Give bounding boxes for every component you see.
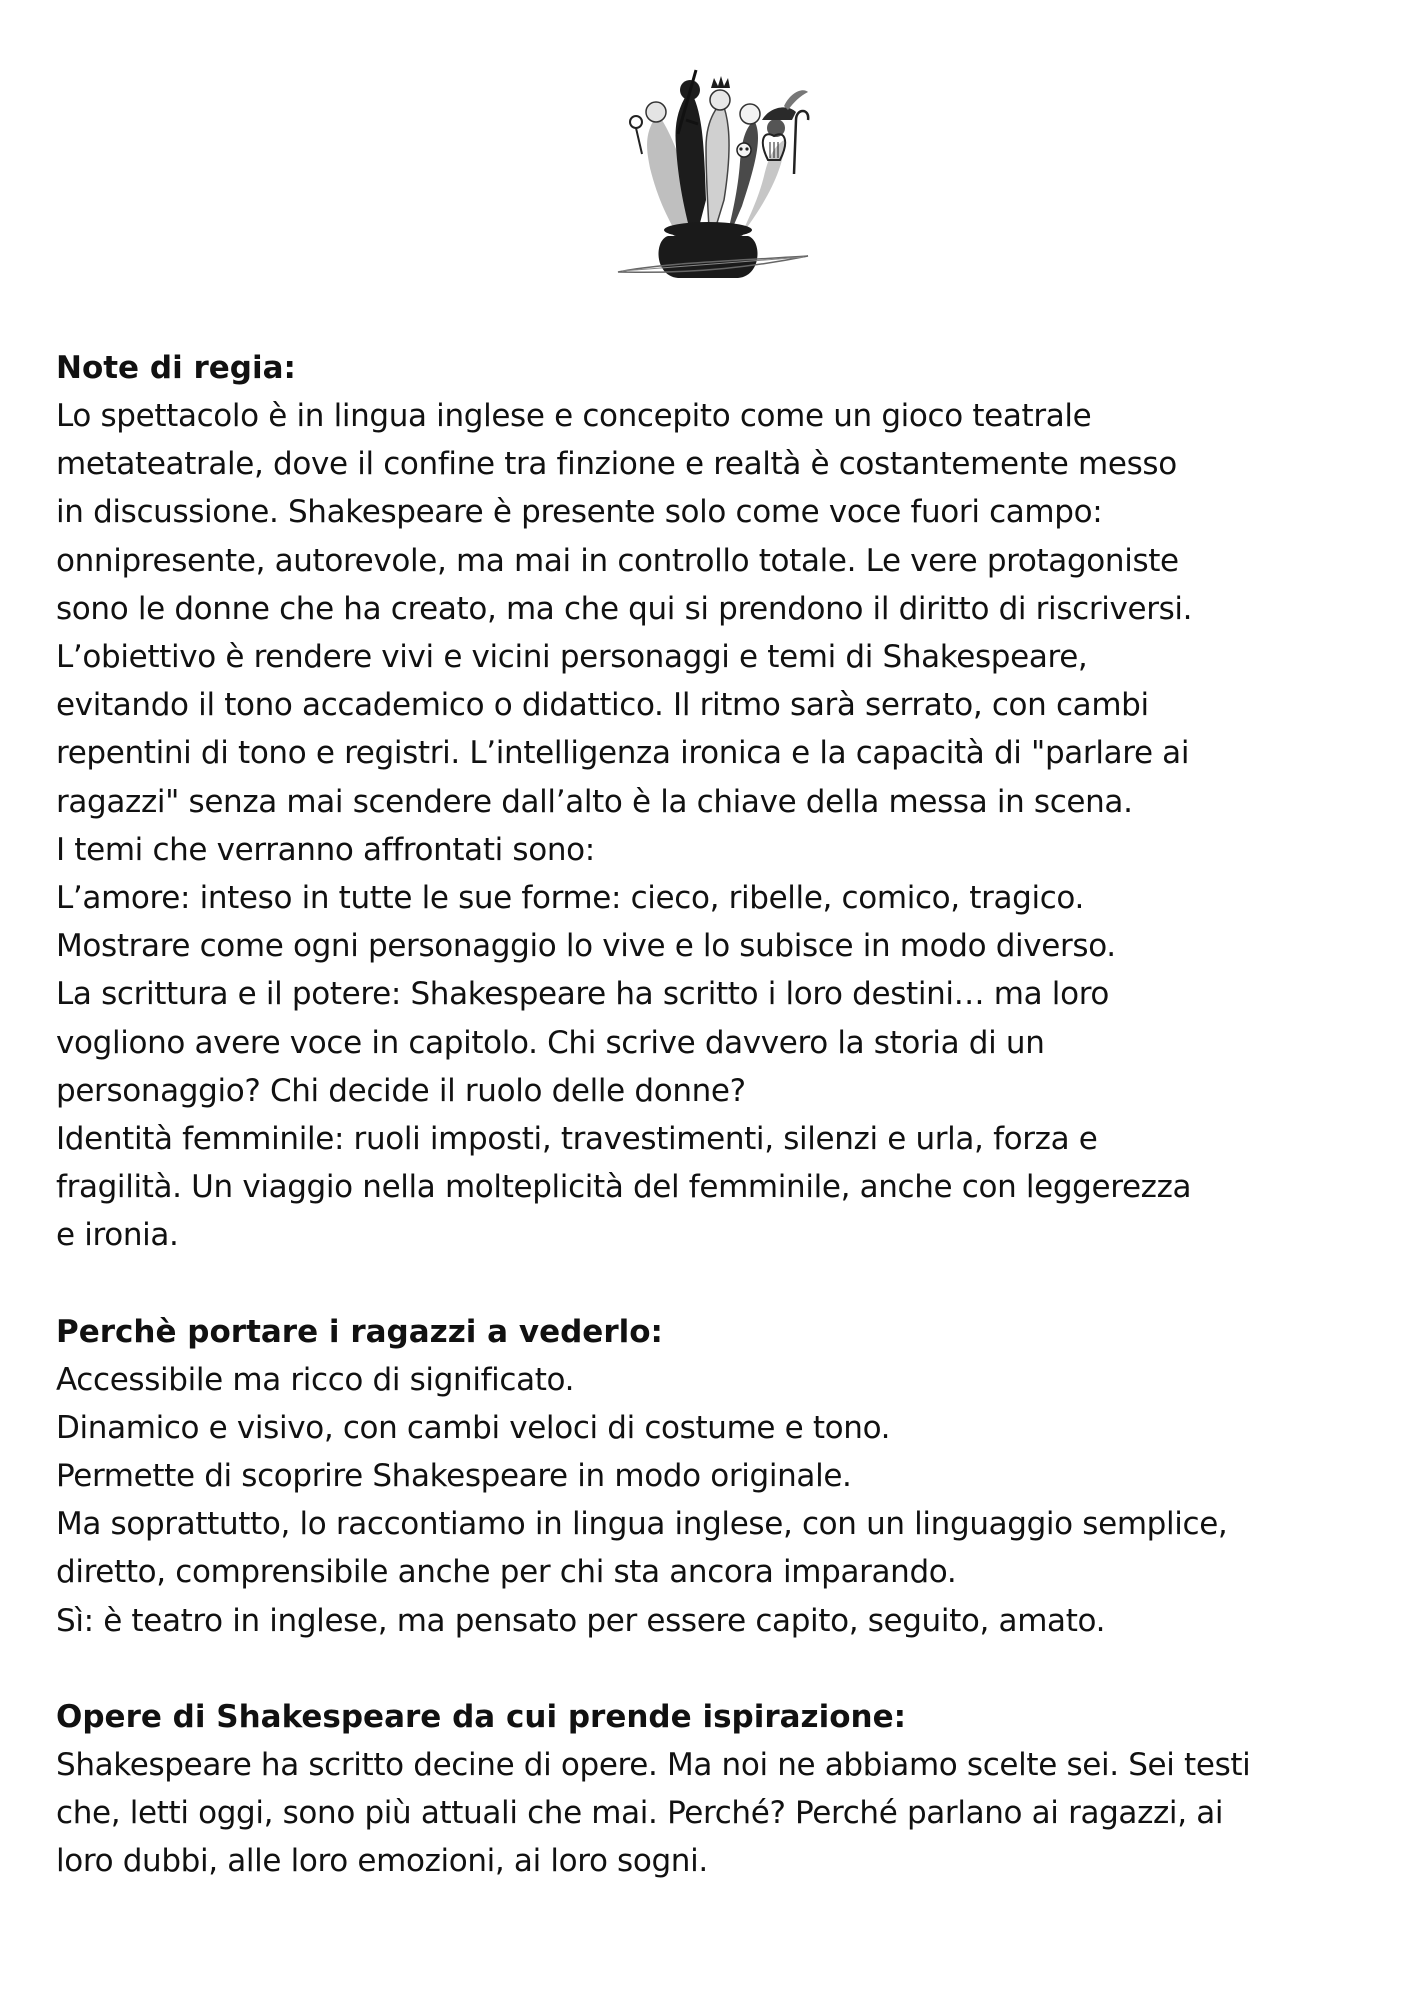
section-heading: Opere di Shakespeare da cui prende ispirazione: bbox=[56, 1698, 907, 1735]
paragraph-line: diretto, comprensibile anche per chi sta ancora imparando. bbox=[56, 1554, 957, 1591]
paragraph-line: Lo spettacolo è in lingua inglese e concepito come un gioco teatrale bbox=[56, 398, 1092, 434]
paragraph-line: sono le donne che ha creato, ma che qui si prendono il diritto di riscriversi. bbox=[56, 590, 1193, 627]
section-heading: Note di regia: bbox=[56, 350, 296, 386]
paragraph-line: vogliono avere voce in capitolo. Chi scrive davvero la storia di un bbox=[56, 1024, 1045, 1061]
paragraph-line: repentini di tono e registri. L’intelligenza ironica e la capacità di "parlare ai bbox=[56, 735, 1190, 772]
paragraph-line: Sì: è teatro in inglese, ma pensato per essere capito, seguito, amato. bbox=[56, 1602, 1106, 1639]
section-perche-portare-i-ragazzi bbox=[56, 1308, 1376, 1645]
paragraph-line: evitando il tono accademico o didattico. Il ritmo sarà serrato, con cambi bbox=[56, 687, 1149, 724]
paragraph-line: in discussione. Shakespeare è presente solo come voce fuori campo: bbox=[56, 494, 1103, 531]
paragraph-line: I temi che verranno affrontati sono: bbox=[56, 831, 595, 868]
paragraph-line: Permette di scoprire Shakespeare in modo originale. bbox=[56, 1458, 852, 1495]
paragraph-line: metateatrale, dove il confine tra finzione e realtà è costantemente messo bbox=[56, 446, 1177, 483]
paragraph-line: e ironia. bbox=[56, 1217, 179, 1254]
paragraph-line: Ma soprattutto, lo raccontiamo in lingua inglese, con un linguaggio semplice, bbox=[56, 1506, 1228, 1543]
section-heading: Perchè portare i ragazzi a vederlo: bbox=[56, 1313, 663, 1350]
paragraph-line: La scrittura e il potere: Shakespeare ha scritto i loro destini… ma loro bbox=[56, 976, 1110, 1013]
paragraph-line: loro dubbi, alle loro emozioni, ai loro sogni. bbox=[56, 1843, 708, 1880]
paragraph-line: Accessibile ma ricco di significato. bbox=[56, 1361, 575, 1398]
paragraph-line: Shakespeare ha scritto decine di opere. Ma noi ne abbiamo scelte sei. Sei testi bbox=[56, 1746, 1251, 1783]
paragraph-line: personaggio? Chi decide il ruolo delle donne? bbox=[56, 1072, 746, 1109]
paragraph-line: fragilità. Un viaggio nella molteplicità del femminile, anche con leggerezza bbox=[56, 1169, 1192, 1206]
paragraph-line: L’obiettivo è rendere vivi e vicini personaggi e temi di Shakespeare, bbox=[56, 639, 1088, 676]
paragraph-line: L’amore: inteso in tutte le sue forme: cieco, ribelle, comico, tragico. bbox=[56, 880, 1085, 917]
inkpot-with-shakespeare-characters-icon bbox=[598, 50, 818, 280]
document-body bbox=[56, 344, 1376, 1933]
paragraph-line: ragazzi" senza mai scendere dall’alto è la chiave della messa in scena. bbox=[56, 783, 1133, 820]
section-note-di-regia bbox=[56, 344, 1376, 1260]
paragraph-line: che, letti oggi, sono più attuali che mai. Perché? Perché parlano ai ragazzi, ai bbox=[56, 1795, 1224, 1832]
paragraph-line: Mostrare come ogni personaggio lo vive e lo subisce in modo diverso. bbox=[56, 928, 1116, 965]
paragraph-line: Identità femminile: ruoli imposti, travestimenti, silenzi e urla, forza e bbox=[56, 1121, 1098, 1158]
paragraph-line: Dinamico e visivo, con cambi veloci di costume e tono. bbox=[56, 1409, 891, 1446]
paragraph-line: onnipresente, autorevole, ma mai in controllo totale. Le vere protagoniste bbox=[56, 542, 1179, 579]
section-opere-di-shakespeare bbox=[56, 1693, 1376, 1886]
